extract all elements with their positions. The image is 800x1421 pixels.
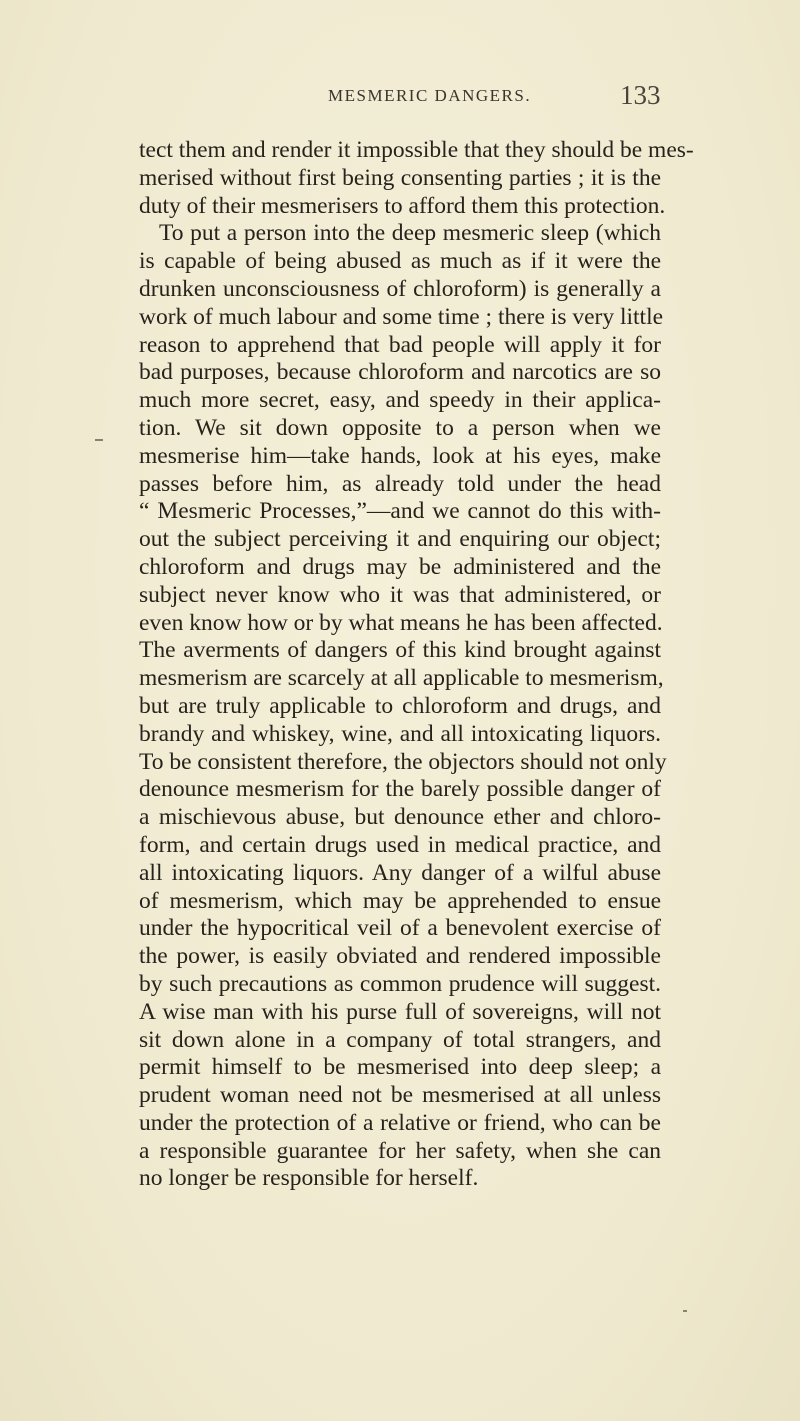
text-line: sit down alone in a company of total strangers, and: [139, 1026, 661, 1053]
text-line: out the subject perceiving it and enquiring our object;: [139, 526, 661, 553]
text-line: of mesmerism, which may be apprehended to ensue: [139, 887, 661, 914]
text-line: a mischievous abuse, but denounce ether and chloro-: [139, 804, 661, 831]
text-line: To put a person into the deep mesmeric sleep (which: [159, 220, 661, 247]
text-line: subject never know who it was that administered, or: [139, 581, 661, 608]
text-line: permit himself to be mesmerised into deep sleep; a: [139, 1054, 661, 1081]
margin-mark: [95, 439, 103, 441]
text-line: a responsible guarantee for her safety, when she can: [139, 1137, 661, 1164]
text-line: The averments of dangers of this kind brought against: [139, 637, 661, 664]
text-line: but are truly applicable to chloroform and drugs, and: [139, 692, 661, 719]
text-line: drunken unconsciousness of chloroform) is generally a: [139, 275, 661, 302]
text-line: prudent woman need not be mesmerised at all unless: [139, 1082, 661, 1109]
text-line: mesmerise him—take hands, look at his eyes, make: [139, 442, 661, 469]
text-line: under the protection of a relative or friend, who can be: [139, 1109, 661, 1136]
text-line: denounce mesmerism for the barely possible danger of: [139, 776, 661, 803]
text-line: all intoxicating liquors. Any danger of a wilful abuse: [139, 859, 661, 886]
text-line: passes before him, as already told under the head: [139, 470, 661, 497]
text-line: is capable of being abused as much as if it were the: [139, 248, 661, 275]
running-head: [0, 80, 800, 110]
text-line: form, and certain drugs used in medical practice, and: [139, 831, 661, 858]
text-line: chloroform and drugs may be administered and the: [139, 553, 661, 580]
margin-mark: [683, 1310, 687, 1312]
text-line: To be consistent therefore, the objectors should not only: [139, 748, 667, 775]
text-line: under the hypocritical veil of a benevolent exercise of: [139, 915, 661, 942]
text-line: no longer be responsible for herself.: [139, 1165, 479, 1192]
text-line: much more secret, easy, and speedy in their applica-: [139, 387, 661, 414]
text-line: the power, is easily obviated and rendered impossible: [139, 943, 661, 970]
text-line: merised without first being consenting parties ; it is the: [139, 164, 661, 191]
text-line: work of much labour and some time ; there is very little: [139, 303, 664, 330]
text-line: “ Mesmeric Processes,”—and we cannot do this with-: [139, 498, 661, 525]
page-number: 133: [620, 80, 661, 110]
text-line: tect them and render it impossible that they should be mes-: [139, 137, 694, 163]
text-line: bad purposes, because chloroform and narcotics are so: [139, 359, 661, 386]
text-line: duty of their mesmerisers to afford them this protection.: [139, 192, 666, 219]
text-line: even know how or by what means he has been affected.: [139, 609, 663, 636]
text-line: tion. We sit down opposite to a person when we: [139, 414, 661, 441]
text-line: A wise man with his purse full of sovereigns, will not: [139, 998, 661, 1025]
text-line: reason to apprehend that bad people will apply it for: [139, 331, 661, 358]
text-line: brandy and whiskey, wine, and all intoxicating liquors.: [139, 720, 661, 747]
running-title: MESMERIC DANGERS.: [328, 86, 532, 105]
text-line: by such precautions as common prudence will suggest.: [139, 970, 661, 997]
body-text: [139, 137, 694, 1193]
text-line: mesmerism are scarcely at all applicable to mesmerism,: [139, 665, 664, 692]
